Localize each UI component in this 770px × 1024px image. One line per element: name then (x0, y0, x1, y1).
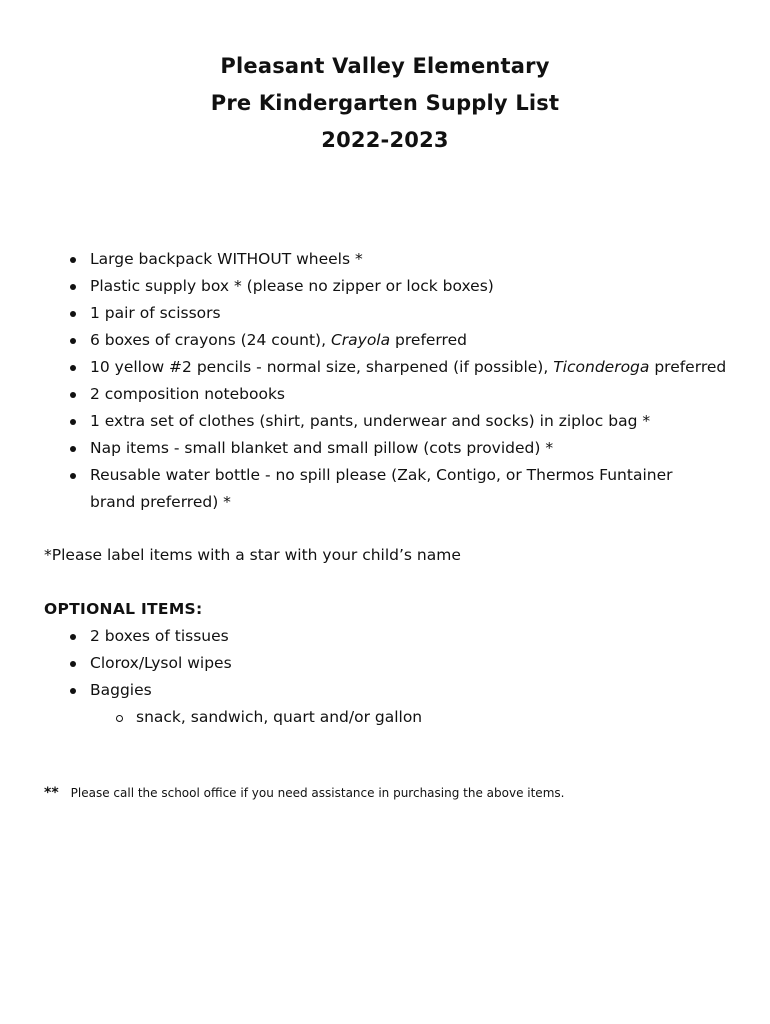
supply-item: 10 yellow #2 pencils - normal size, sharpened (if possible), Ticonderoga preferred (90, 354, 740, 381)
supply-item: Reusable water bottle - no spill please (Zak, Contigo, or Thermos Funtainer brand preferred) * (90, 462, 720, 516)
supply-item: Nap items - small blanket and small pillow (cots provided) * (90, 435, 740, 462)
optional-item: Baggies (90, 677, 740, 704)
optional-heading: OPTIONAL ITEMS: (44, 600, 203, 618)
supply-item: 2 composition notebooks (90, 381, 740, 408)
school-name: Pleasant Valley Elementary (220, 54, 550, 78)
label-note: *Please label items with a star with your child’s name (44, 546, 461, 564)
supply-item: Large backpack WITHOUT wheels * (90, 246, 740, 273)
brand-name: Crayola (330, 331, 391, 349)
school-year: 2022-2023 (321, 128, 449, 152)
sub-item: snack, sandwich, quart and/or gallon (136, 704, 770, 731)
footer-note (44, 784, 564, 802)
footer-text: Please call the school office if you need assistance in purchasing the above items. (70, 786, 565, 800)
baggies-sub-list (136, 704, 770, 731)
supply-item: 1 extra set of clothes (shirt, pants, underwear and socks) in ziploc bag * (90, 408, 740, 435)
footer-stars: ** (44, 785, 59, 801)
brand-name: Ticonderoga (553, 358, 650, 376)
supply-item: 1 pair of scissors (90, 300, 740, 327)
optional-item: 2 boxes of tissues (90, 623, 740, 650)
list-name: Pre Kindergarten Supply List (210, 91, 560, 115)
optional-item: Clorox/Lysol wipes (90, 650, 740, 677)
supply-item: 6 boxes of crayons (24 count), Crayola preferred (90, 327, 740, 354)
optional-list (90, 623, 740, 704)
document-title (0, 48, 770, 159)
supply-item: Plastic supply box * (please no zipper or lock boxes) (90, 273, 740, 300)
supply-list (90, 246, 740, 516)
